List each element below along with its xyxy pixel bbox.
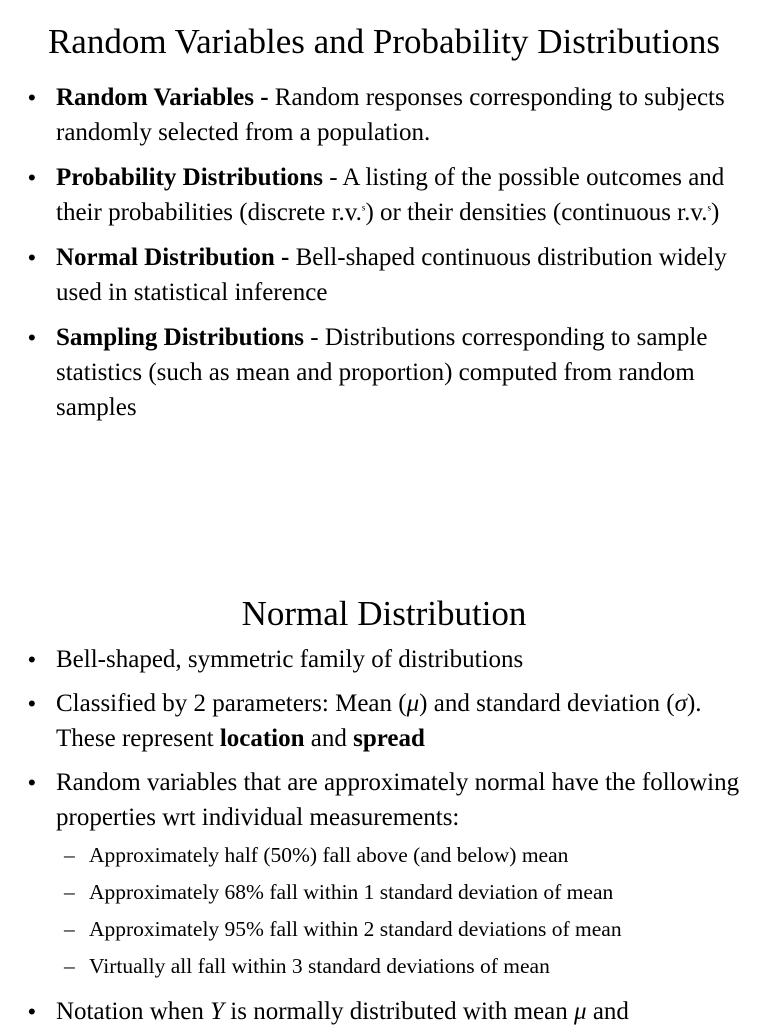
bullet-text: - A listing of the possible outcomes and their probabilities (discrete r.v. [56, 164, 725, 226]
bullet-term: Normal Distribution - [56, 244, 290, 271]
bullet-probability-distributions [0, 160, 768, 230]
slide-title: Normal Distribution [241, 594, 527, 633]
bullet-text: and [304, 725, 354, 752]
bullet-properties [0, 765, 768, 985]
bullet-text: ) and standard deviation ( [419, 690, 675, 717]
bullet-text: Random responses corresponding to subjects randomly selected from a population. [56, 84, 725, 146]
sub-bullet-list [56, 837, 740, 985]
bullet-text: ). These represent [56, 690, 702, 752]
bullet-bell-shaped [0, 642, 768, 677]
bullet-list [0, 80, 768, 425]
bullet-list [0, 642, 768, 1029]
bullet-term: Sampling Distributions [56, 324, 304, 351]
bullet-text: Bell-shaped continuous distribution widely used in statistical inference [56, 244, 727, 306]
mu-symbol: μ [406, 690, 420, 717]
sub-bullet: – Virtually all fall within 3 standard deviations of mean [56, 948, 740, 985]
superscript: s [361, 202, 366, 213]
bullet-text: ) [711, 199, 720, 226]
bullet-text: Notation when [56, 998, 211, 1025]
bullet-random-variables [0, 80, 768, 150]
slide-normal-distribution [0, 560, 768, 1024]
bullet-sampling-distributions [0, 320, 768, 425]
sub-bullet: – Approximately 95% fall within 2 standard deviations of mean [56, 911, 740, 948]
sigma-symbol: σ [674, 690, 687, 717]
sub-bullet: – Approximately 68% fall within 1 standard deviation of mean [56, 874, 740, 911]
bullet-text: - Distributions corresponding to sample statistics (such as mean and proportion) computed from random samples [56, 324, 708, 421]
bullet-term: Probability Distributions [56, 164, 323, 191]
bullet-text: Random variables that are approximately normal have the following properties wrt individual measurements: [56, 769, 740, 831]
y-symbol: Y [210, 998, 225, 1025]
bold-term-location: location [219, 725, 305, 752]
superscript: s [707, 202, 712, 213]
slide-title: Random Variables and Probability Distributions [47, 22, 721, 61]
bullet-text: is normally distributed with mean [224, 998, 574, 1025]
bullet-term: Random Variables - [56, 84, 269, 111]
mu-symbol: μ [574, 998, 587, 1025]
bullet-text: Bell-shaped, symmetric family of distributions [56, 646, 524, 673]
bullet-normal-distribution [0, 240, 768, 310]
bold-term-spread: spread [353, 725, 425, 752]
bullet-parameters [0, 686, 768, 756]
bullet-text: and [586, 998, 629, 1025]
bullet-text: ) or their densities (continuous r.v. [365, 199, 708, 226]
bullet-text: Classified by 2 parameters: Mean ( [56, 690, 407, 717]
sub-bullet: – Approximately half (50%) fall above (and below) mean [56, 837, 740, 874]
